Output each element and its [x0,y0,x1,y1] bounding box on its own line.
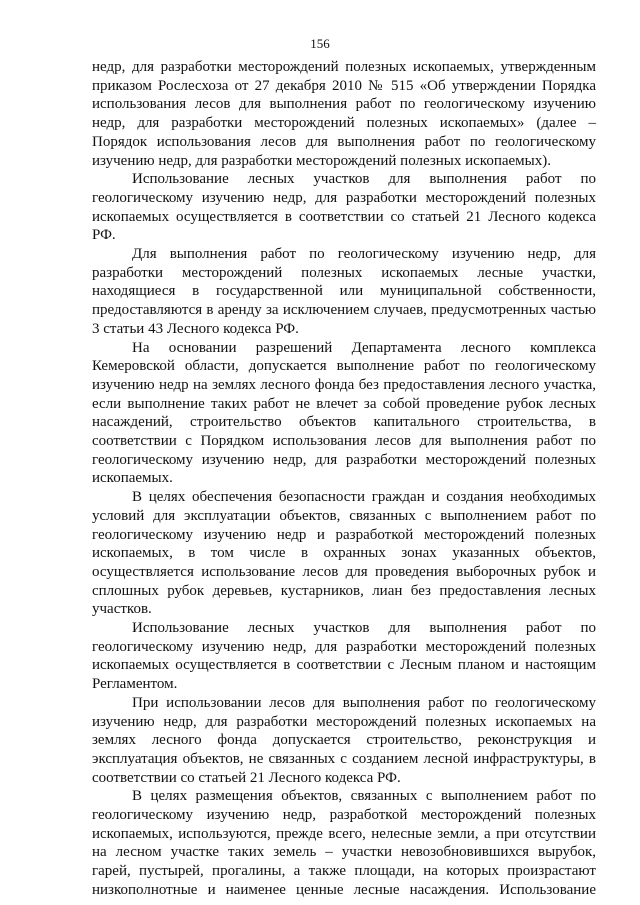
text-line: Использование лесных участков для выполнения работ по [132,171,596,188]
text-line: соответствии с Порядком использования лесов для выполнения работ по [92,433,596,449]
text-line: Для выполнения работ по геологическому изучению недр, для [132,246,596,262]
text-line: ископаемых осуществляется в соответствии со статьей 21 Лесного кодекса [92,208,596,225]
page-number: 156 [310,36,330,51]
text-line: ископаемых. [92,470,173,487]
text-line: использования лесов для выполнения работ по геологическому изучению [92,96,596,113]
text-line: Порядок использования лесов для выполнения работ по геологическому [92,133,596,150]
text-line: изучению недр на землях лесного фонда без предоставления лесного участка, [92,376,596,393]
text-line: ископаемых осуществляется в соответствии с Лесным планом и настоящим [92,657,596,674]
text-line: геологическому изучению недр, для разработки месторождений полезных [92,638,596,655]
text-line: геологическому изучению недр, для разработки месторождений полезных [92,189,596,206]
text-line: разработки месторождений полезных ископаемых лесные участки, [92,264,596,281]
text-line: насаждений, строительство объектов капитального строительства, в [92,414,596,431]
text-line: находящиеся в государственной или муниципальной собственности, [92,283,596,300]
text-line: Использование лесных участков для выполнения работ по [132,620,596,636]
text-line: землях лесного фонда допускается строительство, реконструкция и [92,732,596,749]
text-line: осуществляется использование лесов для проведения выборочных рубок и [92,563,596,580]
text-line: если выполнение таких работ не влечет за собой проведение рубок лесных [92,395,596,412]
text-line: 3 статьи 43 Лесного кодекса РФ. [92,320,299,337]
text-line: геологическому изучению недр, разработкой месторождений полезных [92,807,596,823]
text-line: гарей, пустырей, прогалины, а также площади, на которых произрастают [92,863,596,880]
text-line: изучению недр, для разработки месторождений полезных ископаемых на [92,713,596,730]
text-line: соответствии со статьей 21 Лесного кодекса РФ. [92,769,401,786]
text-line: сплошных рубок деревьев, кустарников, лиан без предоставления лесных [92,582,596,599]
text-line: на лесном участке таких земель – участки невозобновившихся вырубок, [92,844,596,861]
text-line: недр, для разработки месторождений полезных ископаемых» (далее – [92,115,596,132]
text-line: эксплуатация объектов, не связанных с созданием лесной инфраструктуры, в [92,750,596,767]
text-line: предоставляются в аренду за исключением случаев, предусмотренных частью [92,302,596,319]
text-line: недр, для разработки месторождений полезных ископаемых, утвержденным [92,59,596,75]
text-line: ископаемых, используются, прежде всего, нелесные земли, а при отсутствии [92,825,596,842]
text-line: При использовании лесов для выполнения работ по геологическому [132,694,596,711]
text-line: В целях размещения объектов, связанных с выполнением работ по [132,788,596,805]
text-line: геологическому изучению недр и разработкой месторождений полезных [92,526,596,543]
text-line: низкополнотные и наименее ценные лесные насаждения. Использование [92,881,596,898]
text-line: ископаемых, в том числе в охранных зонах указанных объектов, [92,545,596,562]
text-line: изучению недр, для разработки месторождений полезных ископаемых). [92,152,551,169]
text-line: РФ. [92,227,116,244]
text-line: участков. [92,601,152,618]
text-line: Регламентом. [92,676,178,693]
text-line: геологическому изучению недр, для разработки месторождений полезных [92,451,596,468]
text-line: В целях обеспечения безопасности граждан и создания необходимых [132,489,596,506]
text-line: условий для эксплуатации объектов, связанных с выполнением работ по [92,507,596,524]
text-line: Кемеровской области, допускается выполнение работ по геологическому [92,358,596,375]
text-line: приказом Рослесхоза от 27 декабря 2010 № 515 «Об утверждении Порядка [92,77,596,94]
text-line: На основании разрешений Департамента лесного комплекса [132,339,596,356]
